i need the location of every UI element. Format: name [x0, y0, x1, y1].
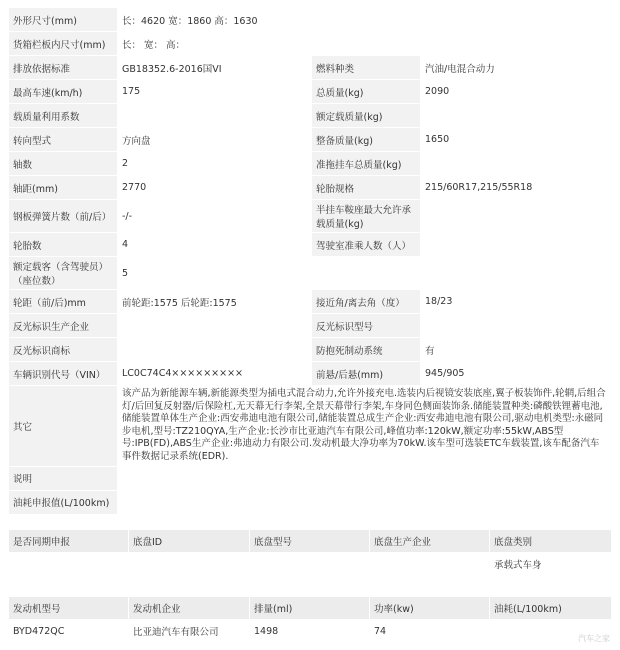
max-speed-value: 175 [118, 80, 312, 104]
spec-row [9, 200, 612, 233]
cab-passengers-label: 驾驶室准乘人数（人） [312, 233, 421, 257]
fuel-value: 汽油/电混合动力 [421, 56, 612, 80]
leaf-spring-label: 钢板弹簧片数（前/后） [9, 200, 118, 233]
chassis-cell-sync [9, 553, 129, 576]
load-util-value [118, 104, 312, 128]
axles-label: 轴数 [9, 152, 118, 176]
passengers-value: 5 [118, 257, 312, 290]
spec-row [9, 386, 612, 467]
vehicle-spec-table [8, 7, 612, 515]
reflector-maker-label: 反光标识生产企业 [9, 314, 118, 338]
engine-header-power: 功率(kw) [370, 597, 490, 620]
reflector-brand-label: 反光标识商标 [9, 338, 118, 362]
overhang-value: 945/905 [421, 362, 612, 386]
spec-row [9, 56, 612, 80]
abs-label: 防抱死制动系统 [312, 338, 421, 362]
spec-row [9, 80, 612, 104]
reflector-model-value [421, 314, 612, 338]
trailer-mass-value [421, 152, 612, 176]
reflector-model-label: 反光标识型号 [312, 314, 421, 338]
chassis-cell-model [250, 553, 370, 576]
track-label: 轮距（前/后)mm [9, 290, 118, 314]
other-label: 其它 [9, 386, 118, 467]
curb-mass-label: 整备质量(kg) [312, 128, 421, 152]
notes-value [118, 466, 612, 490]
chassis-header-model: 底盘型号 [250, 530, 370, 553]
cab-passengers-value [421, 233, 612, 257]
spec-row [9, 128, 612, 152]
engine-header-model: 发动机型号 [9, 597, 129, 620]
passengers-label: 额定载客（含驾驶员）（座位数） [9, 257, 118, 290]
tire-spec-value: 215/60R17,215/55R18 [421, 176, 612, 200]
exterior-size-value: 长：4620 宽：1860 高：1630 [118, 8, 612, 32]
cargo-size-label: 货箱栏板内尺寸(mm) [9, 32, 118, 56]
engine-table [8, 596, 612, 643]
overhang-label: 前悬/后悬(mm) [312, 362, 421, 386]
approach-angle-value: 18/23 [421, 290, 612, 314]
spec-row [9, 8, 612, 32]
chassis-header-type: 底盘类别 [490, 530, 612, 553]
axles-value: 2 [118, 152, 312, 176]
steering-label: 转向型式 [9, 128, 118, 152]
spec-row [9, 176, 612, 200]
engine-cell-power: 74 [370, 620, 490, 643]
engine-cell-model: BYD472QC [9, 620, 129, 643]
spec-row [9, 338, 612, 362]
chassis-header-sync: 是否同期申报 [9, 530, 129, 553]
load-util-label: 载质量利用系数 [9, 104, 118, 128]
table-row [9, 620, 612, 643]
spec-row [9, 233, 612, 257]
vin-label: 车辆识别代号（VIN） [9, 362, 118, 386]
table-header-row [9, 530, 612, 553]
total-mass-value: 2090 [421, 80, 612, 104]
spec-row [9, 466, 612, 490]
watermark: 汽车之家 [578, 634, 610, 643]
rated-load-label: 额定载质量(kg) [312, 104, 421, 128]
tire-count-label: 轮胎数 [9, 233, 118, 257]
spec-row [9, 362, 612, 386]
spec-row [9, 152, 612, 176]
fuel-report-value [118, 490, 612, 514]
engine-header-consumption: 油耗(L/100km) [490, 597, 612, 620]
chassis-cell-id [129, 553, 250, 576]
saddle-value [421, 200, 612, 233]
table-row [9, 553, 612, 576]
trailer-mass-label: 准拖挂车总质量(kg) [312, 152, 421, 176]
vin-value: LC0C74C4××××××××× [118, 362, 312, 386]
fuel-report-label: 油耗申报值(L/100km) [9, 490, 118, 514]
spec-row [9, 32, 612, 56]
reflector-brand-value [118, 338, 312, 362]
reflector-maker-value [118, 314, 312, 338]
spec-row [9, 314, 612, 338]
engine-header-maker: 发动机企业 [129, 597, 250, 620]
saddle-label: 半挂车鞍座最大允许承载质量(kg) [312, 200, 421, 233]
approach-angle-label: 接近角/离去角（度） [312, 290, 421, 314]
passengers-spacer [421, 257, 612, 290]
spec-row [9, 104, 612, 128]
wheelbase-label: 轴距(mm) [9, 176, 118, 200]
chassis-table [8, 529, 612, 576]
track-value: 前轮距:1575 后轮距:1575 [118, 290, 312, 314]
chassis-header-id: 底盘ID [129, 530, 250, 553]
chassis-cell-type: 承载式车身 [490, 553, 612, 576]
chassis-header-maker: 底盘生产企业 [370, 530, 490, 553]
other-value: 该产品为新能源车辆,新能源类型为插电式混合动力,允许外接充电.选装内后视镜安装底座,翼子板装饰件,轮辋,后组合灯/后回复反射器/后保险杠,无天幕无行李架,全景天幕带行李架,车身同色侧面装饰条.储能装置种类:磷酸铁锂蓄电池,储能装置单体生产企业:西安弗迪电池有限公司,储能装置总成生产企业:西安弗迪电池有限公司,驱动电机类型:永磁同步电机,型号:TZ210QYA,生产企业:长沙市比亚迪汽车有限公司,峰值功率:120kW,额定功率:55kW,ABS型号:IPB(FD),ABS生产企业:弗迪动力有限公司.发动机最大净功率为70kW.该车型可选装ETC车载装置,该车配备汽车事件数据记录系统(EDR). [118, 386, 612, 467]
tire-count-value: 4 [118, 233, 312, 257]
tire-spec-label: 轮胎规格 [312, 176, 421, 200]
steering-value: 方向盘 [118, 128, 312, 152]
table-header-row [9, 597, 612, 620]
spec-row [9, 290, 612, 314]
exterior-size-label: 外形尺寸(mm) [9, 8, 118, 32]
cargo-size-value: 长： 宽： 高： [118, 32, 612, 56]
emission-label: 排放依据标准 [9, 56, 118, 80]
leaf-spring-value: -/- [118, 200, 312, 233]
chassis-cell-maker [370, 553, 490, 576]
spec-row [9, 257, 612, 290]
notes-label: 说明 [9, 466, 118, 490]
curb-mass-value: 1650 [421, 128, 612, 152]
rated-load-value [421, 104, 612, 128]
engine-cell-displacement: 1498 [250, 620, 370, 643]
total-mass-label: 总质量(kg) [312, 80, 421, 104]
spec-row [9, 490, 612, 514]
abs-value: 有 [421, 338, 612, 362]
wheelbase-value: 2770 [118, 176, 312, 200]
engine-cell-maker: 比亚迪汽车有限公司 [129, 620, 250, 643]
emission-value: GB18352.6-2016国VI [118, 56, 312, 80]
engine-header-displacement: 排量(ml) [250, 597, 370, 620]
passengers-spacer [312, 257, 421, 290]
max-speed-label: 最高车速(km/h) [9, 80, 118, 104]
fuel-label: 燃料种类 [312, 56, 421, 80]
